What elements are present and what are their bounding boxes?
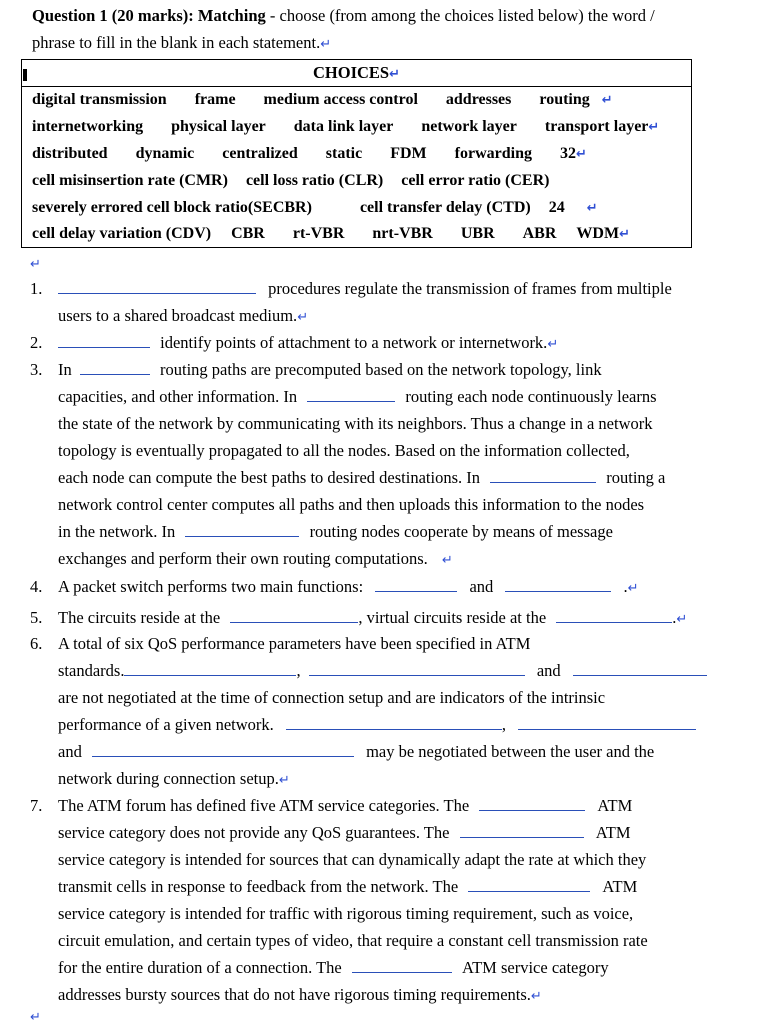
question-3-line: topology is eventually propagated to all the nodes. Based on the information collected, [58, 441, 630, 460]
question-7-line: service category does not provide any QoS guarantees. The ATM [58, 823, 631, 842]
question-number: 3. [30, 360, 43, 379]
choice-item: distributed [32, 145, 108, 162]
choice-item: routing [539, 91, 590, 108]
question-6-line: network during connection setup.↵ [58, 769, 290, 788]
choices-row [32, 225, 630, 243]
choice-item: addresses [445, 91, 512, 108]
choices-row [32, 145, 587, 163]
answer-blank[interactable] [375, 590, 457, 592]
choice-item: static [325, 145, 363, 162]
answer-blank[interactable] [490, 481, 596, 483]
question-6-line: A total of six QoS performance parameters have been specified in ATM [58, 634, 531, 653]
return-mark-icon: ↵ [30, 1010, 41, 1025]
question-6-line: standards. , and [58, 661, 707, 681]
answer-blank[interactable] [309, 674, 525, 676]
answer-blank[interactable] [556, 621, 672, 623]
return-mark-icon: ↵ [575, 147, 587, 162]
choice-item: digital transmission [32, 91, 167, 108]
choice-item: data link layer [293, 118, 394, 135]
choice-item: internetworking [32, 118, 144, 135]
question-4-line: A packet switch performs two main functions: and .↵ [58, 577, 639, 596]
question-number: 6. [30, 634, 43, 653]
answer-blank[interactable] [479, 809, 585, 811]
question-1-line: procedures regulate the transmission of frames from multiple [58, 279, 672, 299]
choice-item: cell transfer delay (CTD) [359, 199, 531, 216]
choice-item: cell error ratio (CER) [401, 172, 550, 189]
question-number: 1. [30, 279, 43, 298]
table-divider [22, 86, 691, 87]
choices-row [32, 118, 659, 136]
choice-item: UBR [460, 225, 495, 242]
return-mark-icon: ↵ [648, 120, 660, 135]
question-number: 7. [30, 796, 43, 815]
return-mark-icon: ↵ [586, 201, 598, 216]
choice-item: nrt-VBR [372, 225, 433, 242]
choice-item: transport layer [544, 118, 649, 135]
answer-blank[interactable] [92, 755, 354, 757]
question-header [32, 6, 655, 26]
return-mark-icon: ↵ [547, 337, 559, 352]
question-7-line: service category is intended for sources that can dynamically adapt the rate at which they [58, 850, 647, 869]
choice-item: 32 [559, 145, 576, 162]
question-3-line: network control center computes all paths and then uploads this information to the nodes [58, 495, 645, 514]
question-7-line: The ATM forum has defined five ATM service categories. The ATM [58, 796, 633, 815]
answer-blank[interactable] [518, 728, 696, 730]
return-mark-icon: ↵ [320, 37, 332, 52]
choice-item: severely errored cell block ratio(SECBR) [32, 199, 312, 216]
answer-blank[interactable] [573, 674, 707, 676]
choice-item: WDM [576, 225, 620, 242]
choice-item: cell delay variation (CDV) [32, 225, 212, 242]
return-mark-icon: ↵ [530, 989, 542, 1004]
question-7-line: transmit cells in response to feedback from the network. The ATM [58, 877, 638, 896]
answer-blank[interactable] [468, 890, 590, 892]
answer-blank[interactable] [307, 400, 395, 402]
question-3-line: exchanges and perform their own routing computations. ↵ [58, 549, 453, 568]
choice-item: cell misinsertion rate (CMR) [32, 172, 228, 189]
return-mark-icon: ↵ [389, 67, 400, 82]
question-3-line: In routing paths are precomputed based on the network topology, link [58, 360, 602, 379]
choices-table [21, 59, 692, 248]
answer-blank[interactable] [460, 836, 584, 838]
question-3-line: in the network. In routing nodes cooperate by means of message [58, 522, 613, 541]
question-5-line: The circuits reside at the , virtual circuits reside at the .↵ [58, 608, 688, 627]
choice-item: medium access control [263, 91, 418, 108]
choice-item: FDM [390, 145, 427, 162]
answer-blank[interactable] [58, 292, 256, 294]
question-3-line: each node can compute the best paths to desired destinations. In routing a [58, 468, 666, 487]
answer-blank[interactable] [185, 535, 299, 537]
question-1-line: users to a shared broadcast medium.↵ [58, 306, 309, 325]
answer-blank[interactable] [352, 971, 452, 973]
answer-blank[interactable] [286, 728, 502, 730]
answer-blank[interactable] [80, 373, 150, 375]
question-number: 5. [30, 608, 43, 627]
return-mark-icon: ↵ [297, 310, 309, 325]
choices-row [32, 91, 613, 109]
question-number: 4. [30, 577, 43, 596]
choice-item: dynamic [135, 145, 195, 162]
return-mark-icon: ↵ [627, 581, 639, 596]
question-instruction-line2: phrase to fill in the blank in each statement.↵ [32, 33, 332, 52]
answer-blank[interactable] [58, 346, 150, 348]
question-7-line: service category is intended for traffic with rigorous timing requirement, such as voice, [58, 904, 634, 923]
return-mark-icon: ↵ [278, 773, 290, 788]
return-mark-icon: ↵ [676, 612, 688, 627]
question-7-line: circuit emulation, and certain types of video, that require a constant cell transmission rate [58, 931, 648, 950]
choice-item: CBR [231, 225, 265, 242]
choice-item: rt-VBR [292, 225, 345, 242]
question-title: Question 1 (20 marks): Matching [32, 6, 266, 25]
question-number: 2. [30, 333, 43, 352]
choice-item: centralized [222, 145, 298, 162]
question-6-line: and may be negotiated between the user and the [58, 742, 655, 761]
question-3-line: capacities, and other information. In routing each node continuously learns [58, 387, 657, 406]
question-3-line: the state of the network by communicating with its neighbors. Thus a change in a network [58, 414, 653, 433]
question-6-line: are not negotiated at the time of connection setup and are indicators of the intrinsic [58, 688, 606, 707]
question-instruction: - choose (from among the choices listed below) the word / [269, 6, 655, 25]
return-mark-icon: ↵ [619, 227, 630, 242]
answer-blank[interactable] [124, 674, 296, 676]
choice-item: forwarding [454, 145, 532, 162]
choices-row [32, 199, 598, 217]
question-2-line: identify points of attachment to a network or internetwork.↵ [58, 333, 558, 353]
return-mark-icon: ↵ [441, 553, 453, 568]
answer-blank[interactable] [230, 621, 358, 623]
choices-row [32, 172, 549, 190]
choice-item: frame [194, 91, 236, 108]
choice-item: 24 [548, 199, 565, 216]
choice-item: cell loss ratio (CLR) [245, 172, 384, 189]
choices-title: CHOICES↵ [312, 63, 400, 82]
question-6-line: performance of a given network. , [58, 715, 696, 735]
choice-item: network layer [421, 118, 517, 135]
question-7-line: for the entire duration of a connection. The ATM service category [58, 958, 609, 977]
choice-item: ABR [522, 225, 557, 242]
return-mark-icon: ↵ [601, 93, 613, 108]
return-mark-icon: ↵ [30, 257, 41, 272]
answer-blank[interactable] [505, 590, 611, 592]
question-7-line: addresses bursty sources that do not have rigorous timing requirements.↵ [58, 985, 542, 1004]
choice-item: physical layer [171, 118, 266, 135]
